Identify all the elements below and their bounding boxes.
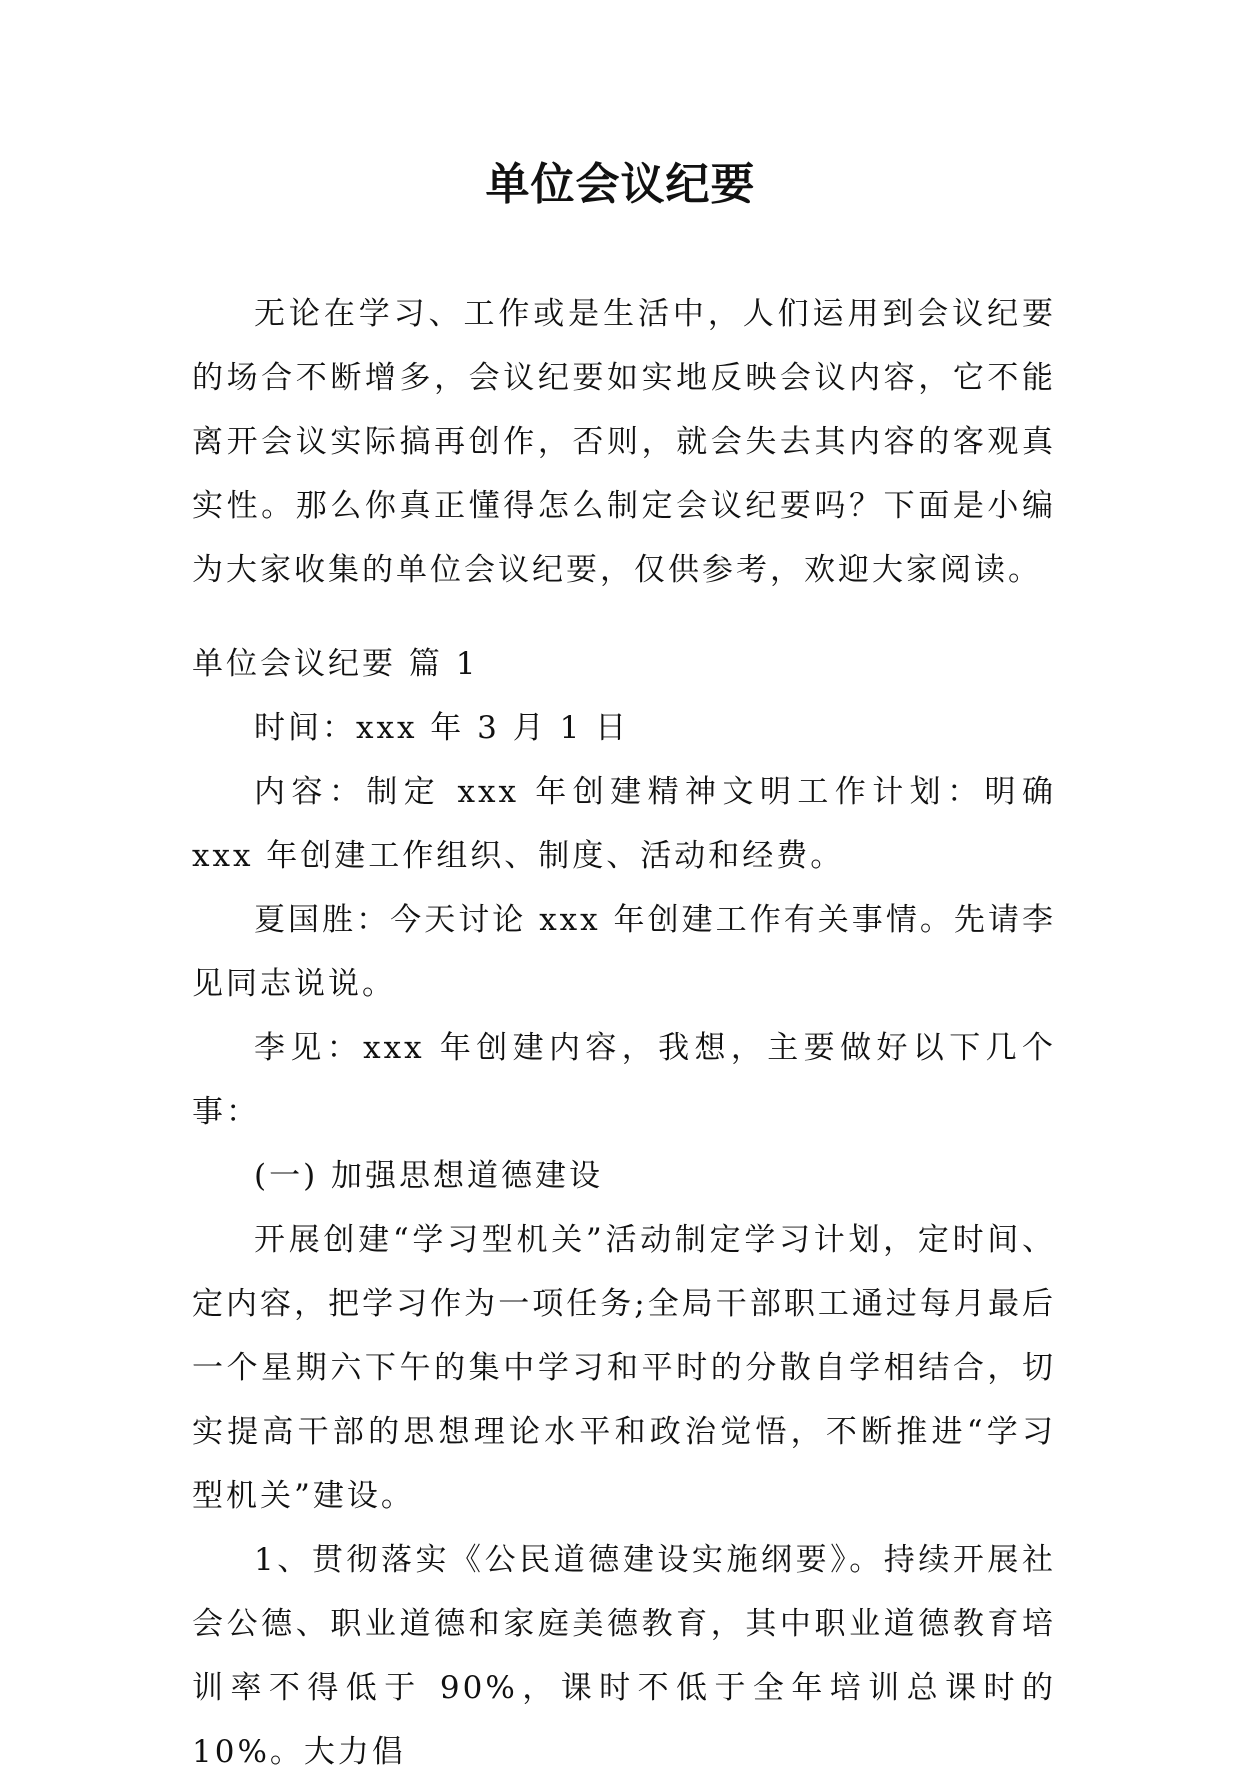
section-heading: 单位会议纪要 篇 1 <box>192 646 479 682</box>
paragraph-subheading: (一) 加强思想道德建设 <box>254 1158 604 1194</box>
document-title: 单位会议纪要 <box>485 159 756 210</box>
paragraph-item-1: 1、贯彻落实《公民道德建设实施纲要》。持续开展社会公德、职业道德和家庭美德教育，其中职业道德教育培训率不得低于 90%，课时不低于全年培训总课时的 10%。大力倡 <box>192 1542 1056 1770</box>
intro-paragraph: 无论在学习、工作或是生活中，人们运用到会议纪要的场合不断增多，会议纪要如实地反映会议内容，它不能离开会议实际搞再创作，否则，就会失去其内容的客观真实性。那么你真正懂得怎么制定会议纪要吗？下面是小编为大家收集的单位会议纪要，仅供参考，欢迎大家阅读。 <box>192 296 1056 588</box>
paragraph-time: 时间：xxx 年 3 月 1 日 <box>254 710 630 746</box>
paragraph-learning: 开展创建“学习型机关”活动制定学习计划，定时间、定内容，把学习作为一项任务;全局干部职工通过每月最后一个星期六下午的集中学习和平时的分散自学相结合，切实提高干部的思想理论水平和政治觉悟，不断推进“学习型机关”建设。 <box>192 1222 1056 1514</box>
main-content <box>192 632 1056 1784</box>
intro-block <box>192 282 1056 602</box>
paragraph-content: 内容：制定 xxx 年创建精神文明工作计划：明确 xxx 年创建工作组织、制度、活动和经费。 <box>192 774 1056 874</box>
paragraph-li-jian: 李见：xxx 年创建内容，我想，主要做好以下几个事： <box>192 1030 1056 1130</box>
paragraph-xia-guosheng: 夏国胜：今天讨论 xxx 年创建工作有关事情。先请李见同志说说。 <box>192 902 1056 1002</box>
